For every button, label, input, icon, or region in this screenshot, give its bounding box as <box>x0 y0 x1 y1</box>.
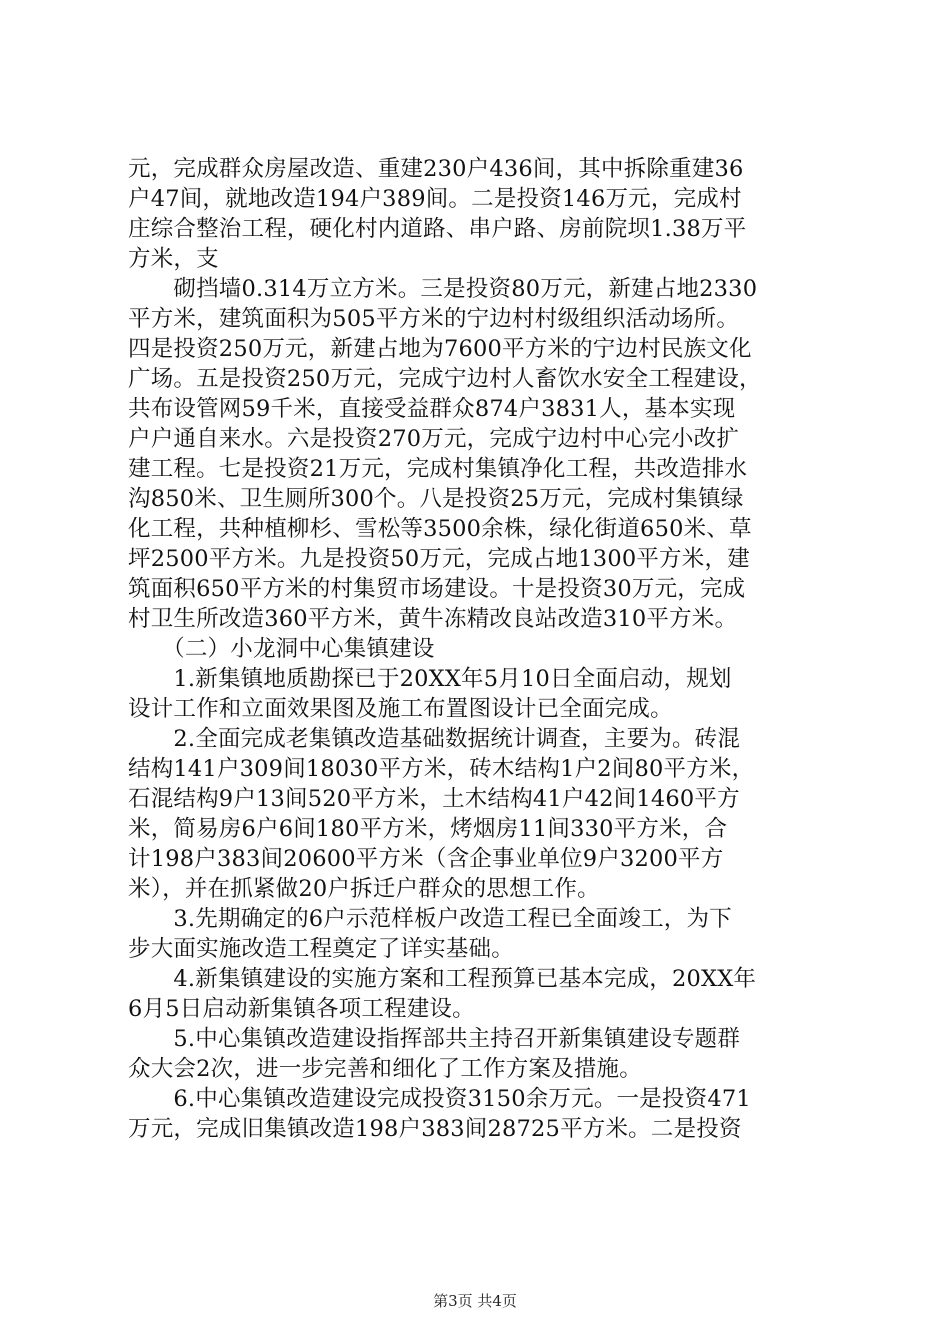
text-line: 6.中心集镇改造建设完成投资3150余万元。一是投资471 <box>128 1086 751 1112</box>
text-line: 结构141户309间18030平方米，砖木结构1户2间80平方米， <box>128 756 755 782</box>
text-line: 6月5日启动新集镇各项工程建设。 <box>128 996 475 1022</box>
text-line: 5.中心集镇改造建设指挥部共主持召开新集镇建设专题群 <box>128 1026 741 1052</box>
text-line: 3.先期确定的6户示范样板户改造工程已全面竣工，为下 <box>128 906 732 932</box>
text-line: 1.新集镇地质勘探已于20XX年5月10日全面启动，规划 <box>128 666 732 692</box>
text-line: 广场。五是投资250万元，完成宁边村人畜饮水安全工程建设， <box>128 366 762 392</box>
text-line: 石混结构9户13间520平方米，土木结构41户42间1460平方 <box>128 786 740 812</box>
text-line: 筑面积650平方米的村集贸市场建设。十是投资30万元，完成 <box>128 576 746 602</box>
text-line: 坪2500平方米。九是投资50万元，完成占地1300平方米，建 <box>128 546 750 572</box>
text-line: 米，简易房6户6间180平方米，烤烟房11间330平方米，合 <box>128 816 728 842</box>
text-line: 众大会2次，进一步完善和细化了工作方案及措施。 <box>128 1056 642 1082</box>
text-line: 村卫生所改造360平方米，黄牛冻精改良站改造310平方米。 <box>128 606 738 632</box>
text-line: 庄综合整治工程，硬化村内道路、串户路、房前院坝1.38万平 <box>128 216 747 242</box>
text-line: 户户通自来水。六是投资270万元，完成宁边村中心完小改扩 <box>128 426 740 452</box>
text-line: 户47间，就地改造194户389间。二是投资146万元，完成村 <box>128 186 742 212</box>
text-line: 平方米，建筑面积为505平方米的宁边村村级组织活动场所。 <box>128 306 740 332</box>
text-line: 沟850米、卫生厕所300个。八是投资25万元，完成村集镇绿 <box>128 486 744 512</box>
text-line: 2.全面完成老集镇改造基础数据统计调查，主要为。砖混 <box>128 726 741 752</box>
text-line: 方米，支 <box>128 246 219 272</box>
text-line: 米），并在抓紧做20户拆迁户群众的思想工作。 <box>128 876 600 902</box>
text-line: 建工程。七是投资21万元，完成村集镇净化工程，共改造排水 <box>128 456 748 482</box>
text-line: 万元，完成旧集镇改造198户383间28725平方米。二是投资 <box>128 1116 742 1142</box>
page-footer: 第3页 共4页 <box>433 1292 517 1310</box>
text-line: 计198户383间20600平方米（含企事业单位9户3200平方 <box>128 846 724 872</box>
text-line: 四是投资250万元，新建占地为7600平方米的宁边村民族文化 <box>128 336 752 362</box>
document-body <box>128 154 832 1144</box>
text-line: 设计工作和立面效果图及施工布置图设计已全面完成。 <box>128 696 673 722</box>
text-line: 砌挡墙0.314万立方米。三是投资80万元，新建占地2330 <box>128 276 758 302</box>
text-line: 步大面实施改造工程奠定了详实基础。 <box>128 936 514 962</box>
text-line: 元，完成群众房屋改造、重建230户436间，其中拆除重建36 <box>128 156 744 182</box>
text-line: 化工程，共种植柳杉、雪松等3500余株，绿化街道650米、草 <box>128 516 752 542</box>
text-line: 共布设管网59千米，直接受益群众874户3831人，基本实现 <box>128 396 736 422</box>
section-heading: （二）小龙洞中心集镇建设 <box>128 636 435 662</box>
text-line: 4.新集镇建设的实施方案和工程预算已基本完成，20XX年 <box>128 966 757 992</box>
